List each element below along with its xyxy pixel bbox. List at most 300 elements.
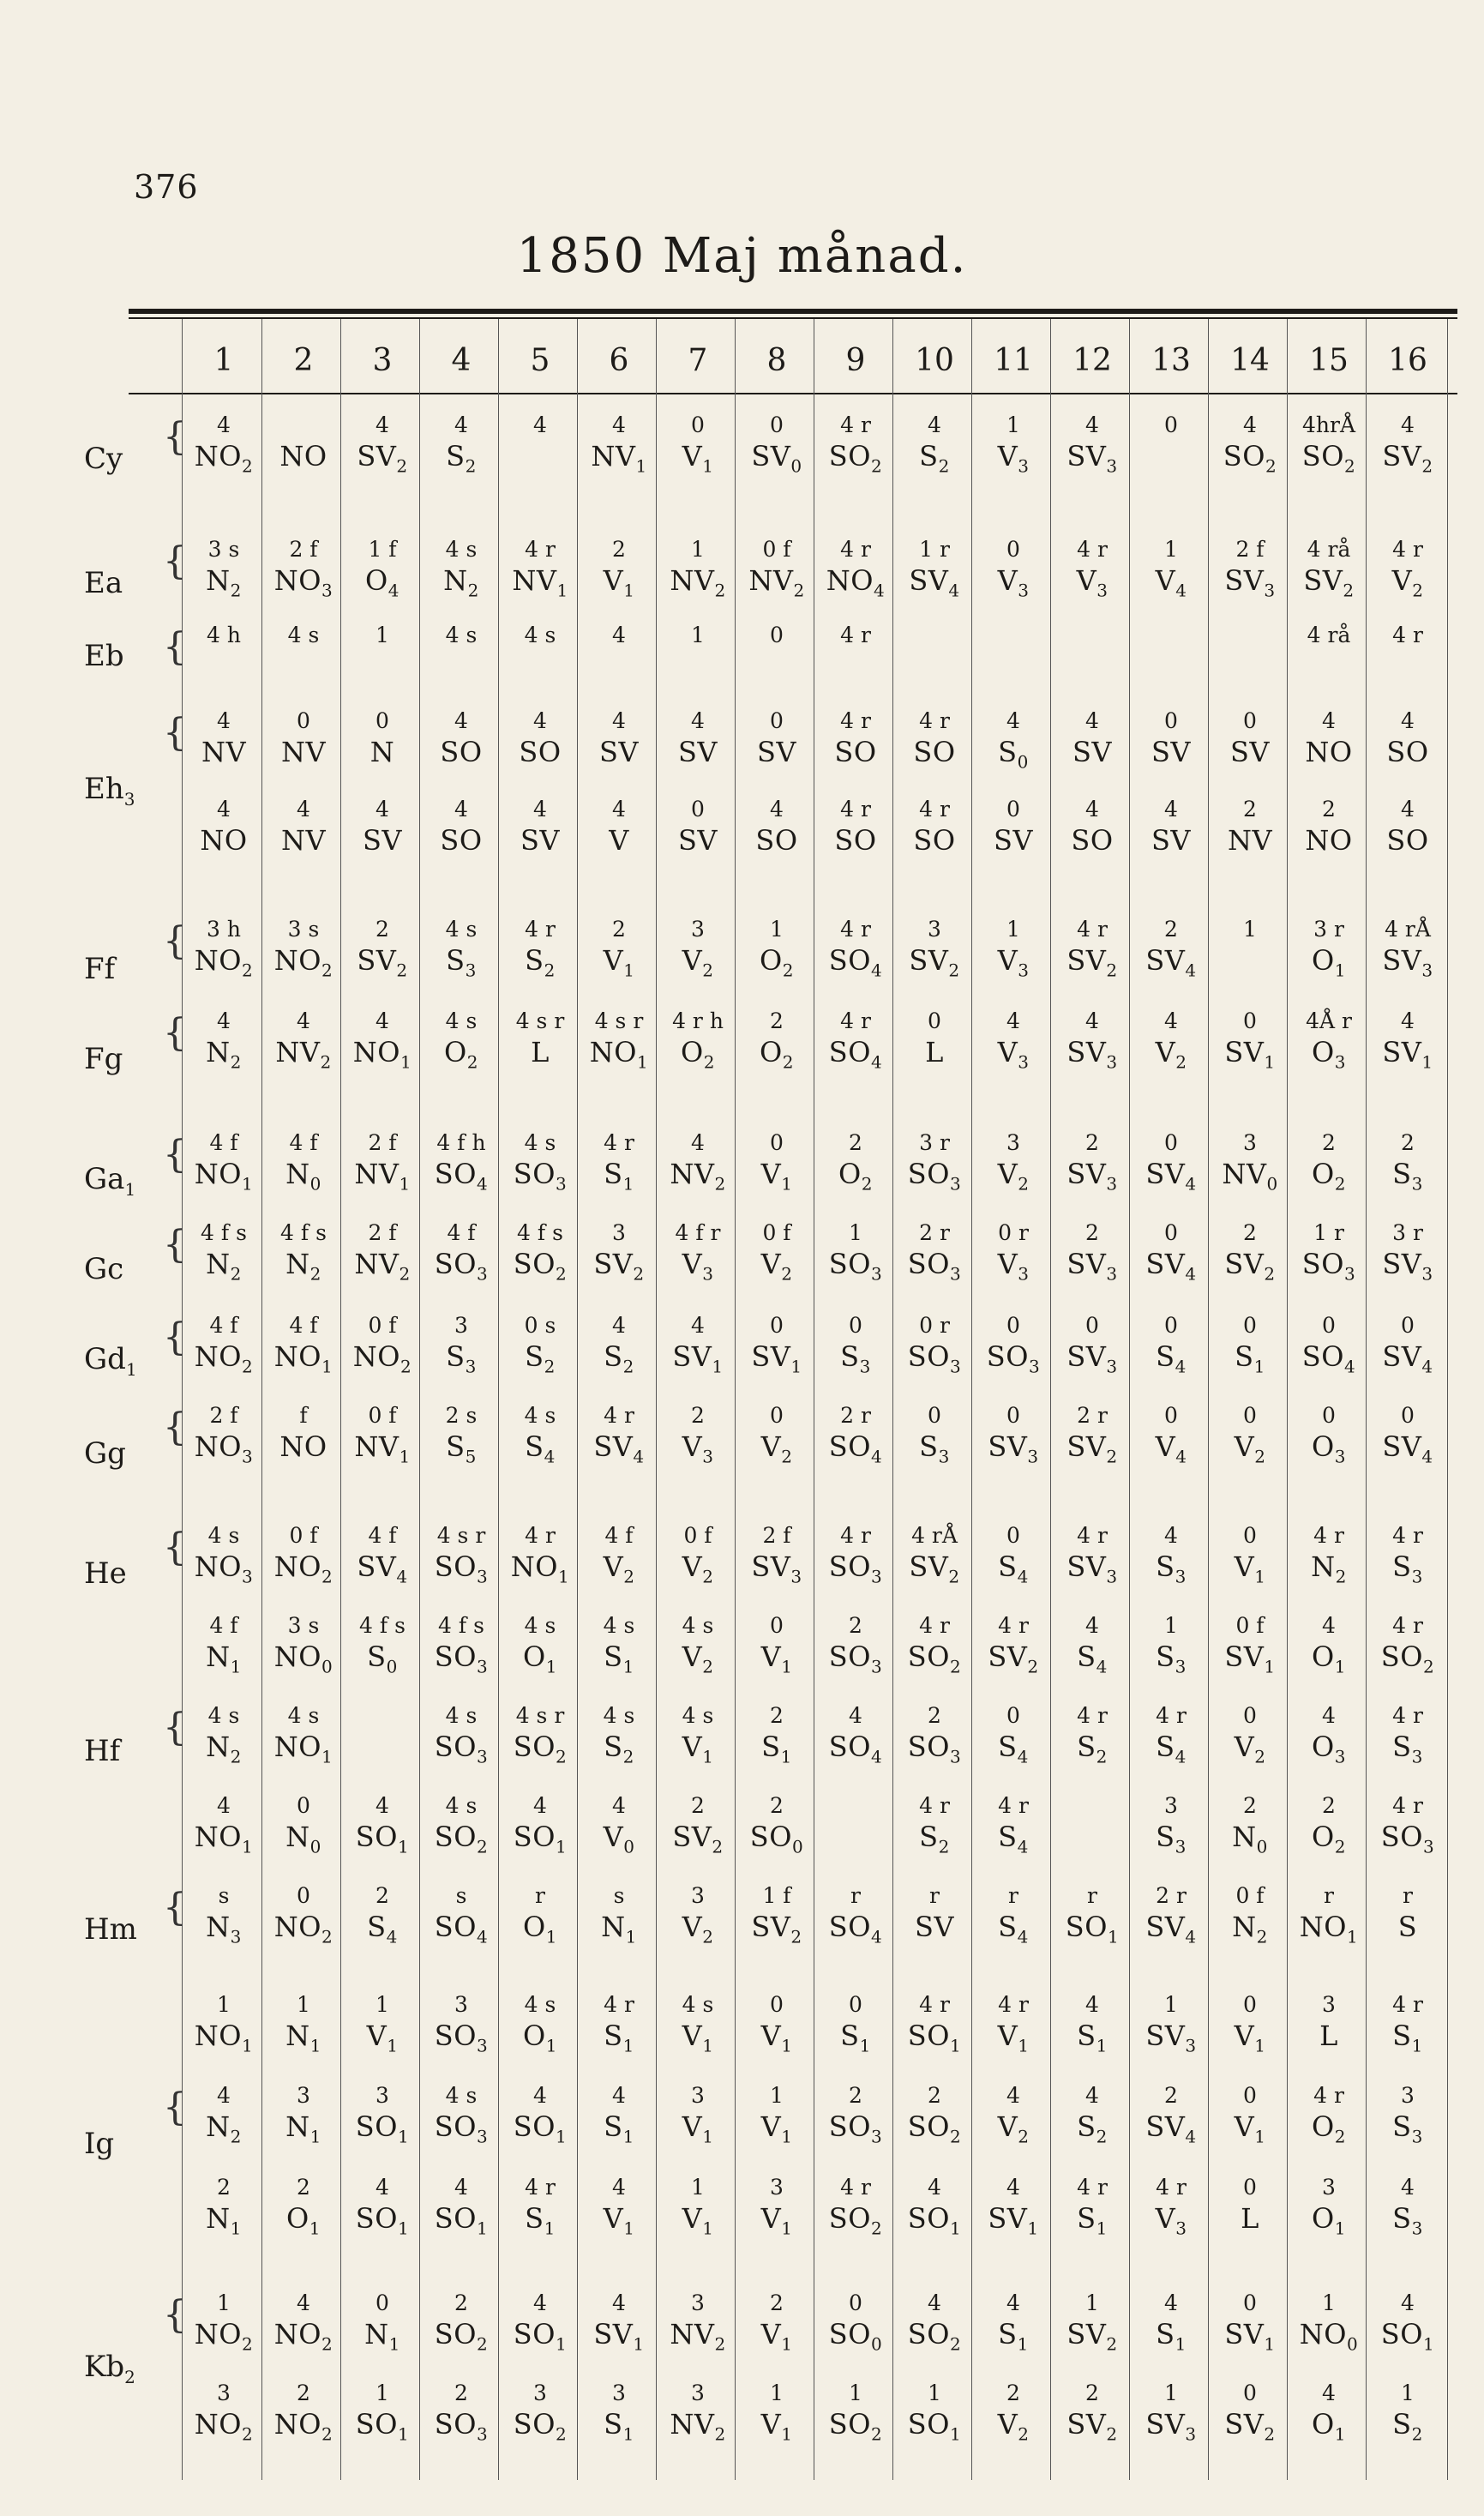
cloud-value: 4 bbox=[1006, 2083, 1020, 2108]
cloud-value: 4 r bbox=[1392, 1793, 1423, 1818]
cloud-value: 0 r bbox=[998, 1220, 1029, 1245]
wind-value: $SV_3$ bbox=[1066, 1248, 1118, 1285]
cloud-value: 2 bbox=[1243, 797, 1257, 822]
wind-value bbox=[895, 649, 974, 683]
column-number-4: 4 bbox=[451, 343, 472, 378]
cloud-value: 4 s bbox=[682, 1613, 714, 1638]
wind-value: $SO_1$ bbox=[355, 2408, 410, 2445]
cloud-value: 1 bbox=[376, 2381, 389, 2405]
table-cell bbox=[1211, 796, 1289, 858]
table-cell bbox=[184, 2380, 263, 2445]
cloud-value: 3 bbox=[691, 2083, 705, 2108]
table-cell bbox=[1132, 1008, 1211, 1073]
wind-value: $SV_2$ bbox=[1066, 1430, 1118, 1467]
cloud-value: r bbox=[929, 1883, 940, 1908]
cloud-value: 4 bbox=[1164, 2290, 1178, 2315]
cloud-value: 0 bbox=[376, 708, 389, 733]
cloud-value: 0 bbox=[691, 412, 705, 437]
wind-value: $N_3$ bbox=[206, 1911, 242, 1947]
table-cell bbox=[264, 1991, 343, 2056]
wind-value: $V_2$ bbox=[1234, 1430, 1266, 1467]
wind-value: SO bbox=[519, 736, 562, 768]
table-cell bbox=[1053, 1991, 1132, 2056]
table-cell bbox=[737, 1129, 816, 1195]
table-cell bbox=[501, 2380, 580, 2445]
cloud-value: 2 f bbox=[762, 1523, 791, 1548]
table-cell bbox=[895, 1612, 974, 1677]
cloud-value: 4 s r bbox=[594, 1008, 644, 1033]
cloud-value: 4 rÅ bbox=[1385, 917, 1431, 942]
wind-value: $N_0$ bbox=[1232, 1821, 1268, 1857]
table-cell bbox=[816, 1702, 895, 1767]
cloud-value: 1 bbox=[1401, 2381, 1415, 2405]
table-cell bbox=[974, 1991, 1053, 2056]
wind-value: $N_2$ bbox=[1232, 1911, 1268, 1947]
table-cell bbox=[974, 2174, 1053, 2239]
wind-value: $V_3$ bbox=[682, 1248, 714, 1285]
cloud-value: 4 r bbox=[1313, 1523, 1344, 1548]
table-cell bbox=[1368, 1522, 1447, 1587]
column-number-5: 5 bbox=[530, 343, 550, 378]
cloud-value: 2 f bbox=[289, 537, 318, 562]
cloud-value: 4 r bbox=[1077, 2175, 1108, 2200]
cloud-value: 4 r h bbox=[672, 1008, 724, 1033]
cloud-value: 4 bbox=[1085, 1992, 1099, 2017]
table-cell bbox=[264, 1612, 343, 1677]
wind-value: $O_1$ bbox=[523, 1640, 557, 1677]
table-cell bbox=[580, 1008, 658, 1073]
cloud-value: 4 rå bbox=[1307, 537, 1351, 562]
brace-icon: { bbox=[163, 2086, 187, 2129]
table-cell bbox=[737, 412, 816, 477]
table-cell bbox=[580, 1312, 658, 1377]
cloud-value: 2 bbox=[297, 2175, 310, 2200]
wind-value: $S_4$ bbox=[998, 1821, 1029, 1857]
brace-icon: { bbox=[163, 1526, 187, 1569]
cloud-value: 4 bbox=[1006, 1008, 1020, 1033]
table-cell bbox=[343, 536, 422, 601]
wind-value: $NV_2$ bbox=[354, 1248, 411, 1285]
cloud-value: 0 bbox=[1243, 2381, 1257, 2405]
wind-value: $NO_2$ bbox=[194, 1340, 254, 1377]
table-cell bbox=[1132, 1219, 1211, 1285]
wind-value: $SO_2$ bbox=[907, 2318, 962, 2355]
row-label-ga1: $Ga_1$ bbox=[84, 1162, 136, 1200]
cloud-value: 4 f h bbox=[436, 1130, 486, 1155]
cloud-value: 0 bbox=[770, 1403, 784, 1428]
table-cell bbox=[1289, 1792, 1368, 1857]
wind-value bbox=[974, 649, 1053, 683]
wind-value: $S_4$ bbox=[998, 1731, 1029, 1767]
top-thin-rule bbox=[129, 317, 1457, 319]
wind-value bbox=[264, 649, 343, 683]
wind-value: $V_1$ bbox=[682, 2110, 714, 2147]
brace-icon: { bbox=[163, 2293, 187, 2337]
wind-value: $V_2$ bbox=[760, 1248, 793, 1285]
brace-icon: { bbox=[163, 1315, 187, 1359]
cloud-value: 4 f s bbox=[517, 1220, 563, 1245]
table-cell bbox=[895, 1312, 974, 1377]
cloud-value: 0 bbox=[1243, 1008, 1257, 1033]
cloud-value: 0 bbox=[770, 412, 784, 437]
wind-value: SV bbox=[1072, 736, 1113, 768]
wind-value: $SO_3$ bbox=[513, 1158, 568, 1195]
cloud-value: 2 bbox=[1243, 1793, 1257, 1818]
wind-value: $O_1$ bbox=[523, 1911, 557, 1947]
row-label-gg: Gg bbox=[84, 1436, 126, 1471]
table-cell bbox=[422, 2174, 501, 2239]
table-cell bbox=[1211, 1792, 1289, 1857]
table-cell bbox=[658, 1402, 737, 1467]
cloud-value: 4 bbox=[1401, 1008, 1415, 1033]
wind-value: SO bbox=[440, 736, 483, 768]
cloud-value: 0 f bbox=[368, 1403, 397, 1428]
table-cell bbox=[816, 622, 895, 683]
cloud-value: 4 s bbox=[603, 1703, 635, 1728]
wind-value bbox=[816, 649, 895, 683]
wind-value: $SO_1$ bbox=[513, 1821, 568, 1857]
cloud-value: 0 bbox=[1006, 797, 1020, 822]
table-cell bbox=[1053, 622, 1132, 683]
wind-value: $SV_4$ bbox=[1382, 1340, 1433, 1377]
table-cell bbox=[1289, 2380, 1368, 2445]
column-number-10: 10 bbox=[915, 343, 954, 378]
wind-value: $SO_1$ bbox=[355, 2202, 410, 2239]
wind-value: $SO_3$ bbox=[907, 1248, 962, 1285]
table-cell bbox=[580, 2290, 658, 2355]
cloud-value: 4 s bbox=[445, 537, 478, 562]
table-cell bbox=[580, 2174, 658, 2239]
wind-value: $SO_3$ bbox=[434, 2110, 489, 2147]
cloud-value: 4 bbox=[217, 797, 231, 822]
table-cell bbox=[816, 1312, 895, 1377]
cloud-value: 4 bbox=[1006, 708, 1020, 733]
brace-icon: { bbox=[163, 1405, 187, 1449]
wind-value: $S_2$ bbox=[919, 1821, 950, 1857]
table-cell bbox=[501, 412, 580, 473]
cloud-value: 3 r bbox=[919, 1130, 950, 1155]
table-cell bbox=[1132, 1129, 1211, 1195]
wind-value: $SO_3$ bbox=[434, 1550, 489, 1587]
wind-value: $S_3$ bbox=[446, 1340, 477, 1377]
table-cell bbox=[184, 1008, 263, 1073]
wind-value: $NV_2$ bbox=[748, 564, 805, 601]
cloud-value: 0 bbox=[1243, 2290, 1257, 2315]
cloud-value: 0 bbox=[1006, 537, 1020, 562]
cloud-value: 1 bbox=[376, 623, 389, 647]
table-cell bbox=[658, 1008, 737, 1073]
cloud-value: 4 bbox=[1322, 708, 1336, 733]
wind-value: $V_1$ bbox=[760, 2110, 793, 2147]
wind-value: $SV_2$ bbox=[1303, 564, 1355, 601]
cloud-value: 3 s bbox=[287, 917, 320, 942]
cloud-value: 4 r bbox=[1392, 1523, 1423, 1548]
table-cell bbox=[1368, 1129, 1447, 1195]
cloud-value: 4 r bbox=[604, 1130, 634, 1155]
cloud-value: 2 bbox=[1085, 2381, 1099, 2405]
table-cell bbox=[974, 1219, 1053, 1285]
table-cell bbox=[816, 1612, 895, 1677]
table-cell bbox=[264, 2174, 343, 2239]
table-cell bbox=[264, 622, 343, 683]
table-cell bbox=[895, 1402, 974, 1467]
cloud-value: 4 f s bbox=[359, 1613, 406, 1638]
cloud-value: 4 bbox=[1401, 797, 1415, 822]
wind-value: $O_2$ bbox=[760, 1036, 794, 1073]
cloud-value: 4 bbox=[1322, 1613, 1336, 1638]
table-cell bbox=[1289, 2082, 1368, 2147]
wind-value: $SO_3$ bbox=[828, 1248, 883, 1285]
cloud-value: 1 bbox=[770, 2083, 784, 2108]
wind-value: $SO_4$ bbox=[828, 1731, 883, 1767]
table-cell bbox=[1132, 1702, 1211, 1767]
wind-value: SO bbox=[834, 736, 877, 768]
table-cell bbox=[737, 1312, 816, 1377]
table-cell bbox=[343, 1792, 422, 1857]
wind-value: $S_1$ bbox=[525, 2202, 556, 2239]
wind-value: $V_2$ bbox=[997, 1158, 1030, 1195]
cloud-value: 4 r bbox=[840, 1523, 871, 1548]
cloud-value: 4 bbox=[1401, 2290, 1415, 2315]
cloud-value: 2 bbox=[454, 2290, 468, 2315]
cloud-value: 4 s bbox=[445, 917, 478, 942]
cloud-value: 4 bbox=[691, 1130, 705, 1155]
wind-value: $SV_2$ bbox=[909, 944, 960, 981]
wind-value: $S_3$ bbox=[919, 1430, 950, 1467]
wind-value: $SV_3$ bbox=[1066, 1036, 1118, 1073]
table-cell bbox=[1053, 2290, 1132, 2355]
table-cell bbox=[816, 916, 895, 981]
table-cell bbox=[501, 707, 580, 769]
table-cell bbox=[580, 2380, 658, 2445]
wind-value: $NV_1$ bbox=[354, 1430, 411, 1467]
table-cell bbox=[1368, 1702, 1447, 1767]
table-cell bbox=[658, 1522, 737, 1587]
wind-value: $N_2$ bbox=[206, 1731, 242, 1767]
wind-value: $V_1$ bbox=[1234, 2110, 1266, 2147]
cloud-value: 4 s r bbox=[515, 1703, 565, 1728]
table-cell bbox=[895, 1008, 974, 1069]
cloud-value: 4 bbox=[1401, 412, 1415, 437]
header-rule bbox=[129, 393, 1457, 394]
cloud-value: 4 bbox=[376, 412, 389, 437]
wind-value: $NO_2$ bbox=[352, 1340, 412, 1377]
table-cell bbox=[343, 1312, 422, 1377]
table-cell bbox=[1053, 1702, 1132, 1767]
wind-value: $V_2$ bbox=[682, 944, 714, 981]
table-cell bbox=[658, 1219, 737, 1285]
wind-value: $NO_1$ bbox=[194, 1821, 254, 1857]
table-cell bbox=[1132, 2174, 1211, 2239]
wind-value: $V_2$ bbox=[682, 1911, 714, 1947]
row-label-gd1: $Gd_1$ bbox=[84, 1342, 137, 1380]
wind-value: $V_1$ bbox=[997, 2019, 1030, 2056]
wind-value: $V_3$ bbox=[997, 1248, 1030, 1285]
wind-value: $SV_1$ bbox=[672, 1340, 724, 1377]
table-cell bbox=[422, 916, 501, 981]
cloud-value: 4 bbox=[612, 708, 626, 733]
table-cell bbox=[1211, 916, 1289, 978]
wind-value bbox=[1211, 943, 1289, 978]
cloud-value: 2 bbox=[1322, 1130, 1336, 1155]
table-cell bbox=[1211, 1402, 1289, 1467]
table-cell bbox=[974, 1522, 1053, 1587]
table-cell bbox=[422, 1312, 501, 1377]
cloud-value: 0 bbox=[770, 1613, 784, 1638]
table-cell bbox=[343, 1129, 422, 1195]
cloud-value: 4 f s bbox=[438, 1613, 484, 1638]
wind-value: $SV_4$ bbox=[1145, 1248, 1197, 1285]
table-cell bbox=[1053, 412, 1132, 477]
table-cell bbox=[264, 1702, 343, 1767]
table-cell bbox=[1053, 1522, 1132, 1587]
table-cell bbox=[1368, 796, 1447, 858]
table-cell bbox=[1289, 707, 1368, 769]
wind-value: SV bbox=[677, 824, 718, 857]
column-number-2: 2 bbox=[293, 343, 314, 378]
cloud-value: 2 bbox=[1164, 917, 1178, 942]
wind-value: $S_1$ bbox=[1077, 2202, 1108, 2239]
cloud-value: 0 f bbox=[1235, 1883, 1265, 1908]
cloud-value: 2 bbox=[1243, 1220, 1257, 1245]
table-cell bbox=[184, 1219, 263, 1285]
wind-value: $S_2$ bbox=[525, 944, 556, 981]
table-cell bbox=[1211, 1219, 1289, 1285]
wind-value: SO bbox=[755, 824, 798, 857]
table-cell bbox=[974, 1702, 1053, 1767]
table-cell bbox=[343, 1991, 422, 2056]
table-cell bbox=[737, 536, 816, 601]
wind-value: $S_1$ bbox=[604, 1158, 634, 1195]
table-cell bbox=[658, 796, 737, 858]
column-number-6: 6 bbox=[609, 343, 629, 378]
wind-value: $S_3$ bbox=[1392, 1731, 1423, 1767]
wind-value: $SV_2$ bbox=[1066, 2408, 1118, 2445]
wind-value: $NV_2$ bbox=[670, 1158, 726, 1195]
cloud-value: 4 bbox=[533, 797, 547, 822]
table-cell bbox=[895, 1129, 974, 1195]
wind-value: $V_2$ bbox=[997, 2110, 1030, 2147]
table-cell bbox=[422, 1792, 501, 1857]
table-cell bbox=[1289, 1402, 1368, 1467]
cloud-value: 0 bbox=[1401, 1403, 1415, 1428]
wind-value: $S_3$ bbox=[1392, 1550, 1423, 1587]
brace-icon: { bbox=[163, 1886, 187, 1929]
cloud-value: 0 f bbox=[762, 537, 791, 562]
wind-value: $SV_4$ bbox=[1382, 1430, 1433, 1467]
table-cell bbox=[501, 1792, 580, 1857]
wind-value: $SO_1$ bbox=[355, 1821, 410, 1857]
cloud-value bbox=[1053, 622, 1132, 649]
cloud-value bbox=[895, 622, 974, 649]
table-cell bbox=[422, 1129, 501, 1195]
cloud-value: 1 bbox=[1006, 412, 1020, 437]
wind-value: $SO_2$ bbox=[907, 1640, 962, 1677]
wind-value: $N_1$ bbox=[601, 1911, 637, 1947]
table-cell bbox=[974, 796, 1053, 858]
cloud-value: 1 bbox=[691, 623, 705, 647]
wind-value: $NO_3$ bbox=[194, 1430, 254, 1467]
table-cell bbox=[1053, 916, 1132, 981]
cloud-value: 0 bbox=[1243, 1703, 1257, 1728]
cloud-value: 4 f s bbox=[201, 1220, 247, 1245]
cloud-value: 0 f bbox=[1235, 1613, 1265, 1638]
wind-value: $NO_2$ bbox=[194, 944, 254, 981]
wind-value: $N_1$ bbox=[285, 2110, 321, 2147]
wind-value: $NV_1$ bbox=[512, 564, 568, 601]
table-cell bbox=[343, 1008, 422, 1073]
cloud-value: 4 r bbox=[919, 1992, 950, 2017]
cloud-value: 4 bbox=[376, 1793, 389, 1818]
table-cell bbox=[816, 412, 895, 477]
cloud-value: 4 s bbox=[603, 1613, 635, 1638]
table-cell bbox=[501, 622, 580, 683]
table-cell bbox=[184, 1882, 263, 1947]
cloud-value: 3 bbox=[297, 2083, 310, 2108]
wind-value: $V_2$ bbox=[1234, 1731, 1266, 1767]
table-cell bbox=[974, 536, 1053, 601]
table-cell bbox=[1289, 796, 1368, 858]
table-cell bbox=[184, 536, 263, 601]
cloud-value: 1 bbox=[691, 2175, 705, 2200]
wind-value: $V_1$ bbox=[603, 2202, 635, 2239]
cloud-value: 3 bbox=[928, 917, 941, 942]
table-cell bbox=[580, 1882, 658, 1947]
wind-value: NO bbox=[200, 824, 248, 857]
table-cell bbox=[1053, 1612, 1132, 1677]
table-cell bbox=[1211, 1312, 1289, 1377]
table-cell bbox=[1132, 1792, 1211, 1857]
table-cell bbox=[184, 1612, 263, 1677]
table-cell bbox=[737, 1612, 816, 1677]
wind-value: $SV_3$ bbox=[988, 1430, 1039, 1467]
table-cell bbox=[422, 707, 501, 769]
cloud-value: 3 bbox=[454, 1313, 468, 1338]
table-cell bbox=[1211, 2082, 1289, 2147]
wind-value: $S_3$ bbox=[1392, 2202, 1423, 2239]
cloud-value: 0 bbox=[1243, 1403, 1257, 1428]
wind-value: $NO_2$ bbox=[273, 1550, 333, 1587]
cloud-value: 4 bbox=[1006, 2290, 1020, 2315]
table-cell bbox=[1211, 1702, 1289, 1767]
wind-value: $O_1$ bbox=[1312, 944, 1346, 981]
wind-value: $SO_2$ bbox=[434, 2318, 489, 2355]
cloud-value: 4 r bbox=[1077, 1523, 1108, 1548]
table-cell bbox=[184, 2290, 263, 2355]
table-cell bbox=[1211, 1522, 1289, 1587]
wind-value: $SV_2$ bbox=[357, 944, 408, 981]
wind-value: $V_2$ bbox=[1391, 564, 1424, 601]
table-cell bbox=[816, 1882, 895, 1947]
cloud-value: 3 bbox=[376, 2083, 389, 2108]
cloud-value: 4 bbox=[1322, 2381, 1336, 2405]
cloud-value: 0 bbox=[691, 797, 705, 822]
wind-value: $SV_4$ bbox=[909, 564, 960, 601]
wind-value: $N_2$ bbox=[206, 1036, 242, 1073]
cloud-value: 1 r bbox=[1313, 1220, 1344, 1245]
table-cell bbox=[1289, 1312, 1368, 1377]
table-cell bbox=[422, 622, 501, 683]
cloud-value: 4 f bbox=[209, 1613, 238, 1638]
cloud-value: 0 bbox=[770, 708, 784, 733]
table-cell bbox=[895, 707, 974, 769]
cloud-value: 1 bbox=[1164, 1992, 1178, 2017]
row-label-fg: Fg bbox=[84, 1042, 123, 1076]
table-cell bbox=[1289, 1612, 1368, 1677]
cloud-value: 4 s bbox=[207, 1523, 240, 1548]
cloud-value: 4 h bbox=[207, 623, 241, 647]
table-cell bbox=[1132, 1402, 1211, 1467]
